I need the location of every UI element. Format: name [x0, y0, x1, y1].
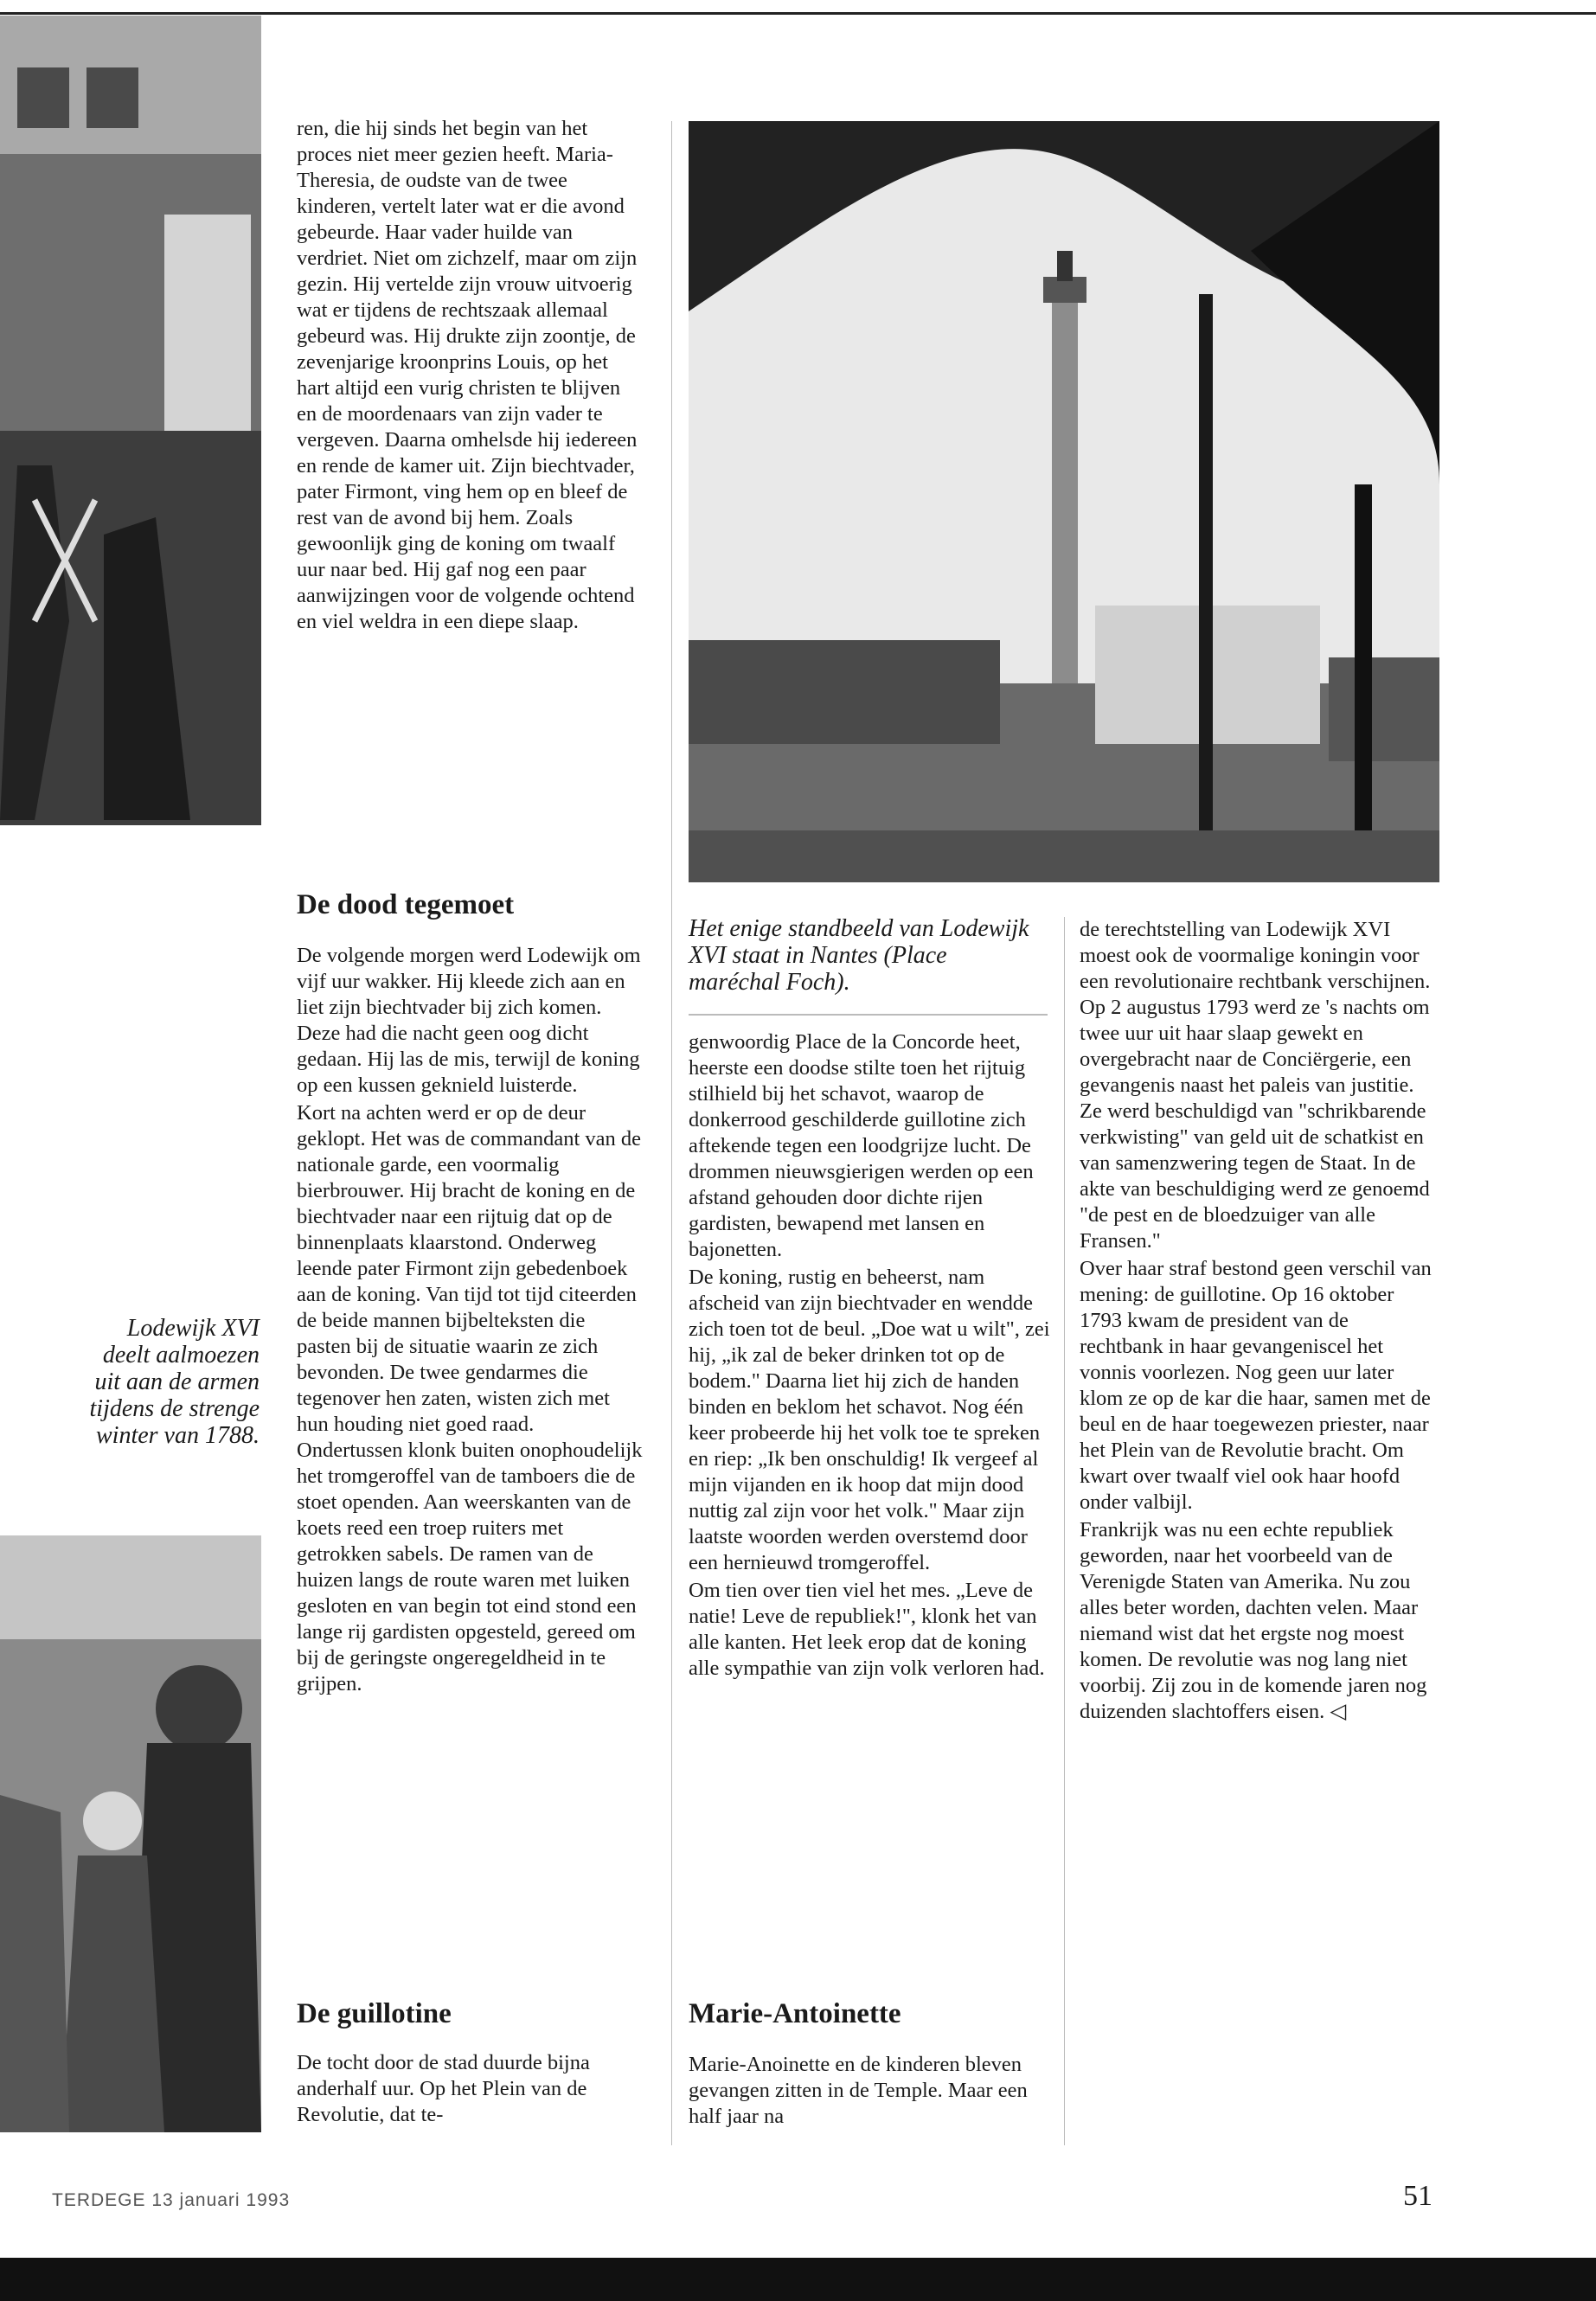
heading-de-guillotine: De guillotine: [297, 1998, 452, 2029]
paragraph: De tocht door de stad duurde bijna anderhalf uur. Op het Plein van de Revolutie, dat te-: [297, 2051, 590, 2126]
paragraph: Kort na achten werd er op de deur geklopt. Het was de commandant van de nationale garde, een voormalig bierbrouwer. Hij bracht de koning en de biechtvader naar een rijtuig dat op de binnenplaats klaarstond. Onderweg leende pater Firmont zijn gebedenboek aan de koning. Van tijd tot tijd citeerden de beide mannen bijbelteksten die pasten bij de situatie waarin ze zich bevonden. De twee gendarmes die tegenover hen zaten, wisten zich met hun houding niet goed raad. Ondertussen klonk buiten onophoudelijk het tromgeroffel van de tamboers die de stoet openden. Aan weerskanten van de koets reed een troep ruiters met getrokken sabels. De ramen van de huizen langs de route waren met luiken gesloten en van begin tot eind stond een lange rij gardisten opgesteld, gereed om bij de geringste ongeregeldheid in te grijpen.: [297, 1101, 643, 1695]
bottom-band: [0, 2258, 1596, 2301]
column-1-text: ren, die hij sinds het begin van het proces niet meer gezien heeft. Maria-Theresia, de oudste van de twee kinderen, vertelt later wat er die avond gebeurde. Haar vader huilde van verdriet. Niet om zichzelf, maar om zijn gezin. Hij vertelde zijn vrouw uitvoerig wat er tijdens de rechtszaak allemaal gebeurd was. Hij drukte zijn zoontje, de zevenjarige kroonprins Louis, op het hart altijd een vurig christen te blijven en de moordenaars van zijn vader te vergeven. Daarna omhelsde hij iedereen en rende de kamer uit. Zijn biechtvader, pater Firmont, ving hem op en bleef de rest van de avond bij hem. Zoals gewoonlijk ging de koning om twaalf uur naar bed. Hij gaf nog een paar aanwijzingen voor de volgende ochtend en viel weldra in een diepe slaap.: [297, 117, 638, 633]
paragraph: de terechtstelling van Lodewijk XVI moest ook de voormalige koningin voor een revolutionaire rechtbank verschijnen. Op 2 augustus 1793 werd ze 's nachts om twee uur uit haar slaap gewekt en overgebracht naar de Conciërgerie, een gevangenis naast het paleis van justitie. Ze werd beschuldigd van "schrikbarende verkwisting" van geld uit de schatkist en van samenzwering tegen de Staat. In de akte van beschuldiging werd ze genoemd "de pest en de bloedzuiger van alle Fransen.": [1080, 918, 1431, 1253]
paragraph: Over haar straf bestond geen verschil van mening: de guillotine. Op 16 oktober 1793 kwam de president van de rechtbank in haar gevangeniscel het vonnis voorlezen. Nog geen uur later klom ze op de kar die haar, samen met de beul en de haar toegewezen priester, naar het Plein van de Revolutie bracht. Om kwart over twaalf viel ook haar hoofd onder valbijl.: [1080, 1257, 1432, 1514]
column-2: [689, 1029, 1052, 1683]
engraving-top-left: [0, 16, 261, 825]
heading-de-dood-tegemoet: De dood tegemoet: [297, 889, 515, 920]
column-divider: [671, 121, 672, 2145]
column-divider: [1064, 917, 1065, 2145]
column-1b: [297, 943, 643, 1699]
caption-photo: Het enige standbeeld van Lodewijk XVI staat in Nantes (Place maréchal Foch).: [689, 915, 1029, 996]
caption-rule: [689, 1014, 1048, 1016]
column-1: [297, 116, 643, 637]
paragraph: De volgende morgen werd Lodewijk om vijf uur wakker. Hij kleede zich aan en liet zijn biechtvader bij zich komen. Deze had die nacht geen oog dicht gedaan. Hij las de mis, terwijl de koning op een kussen geknield luisterde.: [297, 944, 641, 1097]
engraving-bottom-left: [0, 1535, 261, 2132]
paragraph: De koning, rustig en beheerst, nam afscheid van zijn biechtvader en wendde zich toen tot de beul. „Doe wat u wilt", zei hij, „ik zal de beker drinken tot op de bodem." Daarna liet hij zich de handen binden en beklom het schavot. Nog één keer probeerde hij het volk toe te spreken en riep: „Ik ben onschuldig! Ik vergeef al mijn vijanden en ik hoop dat mijn dood nuttig zal zijn voor het volk." Maar zijn laatste woorden werden overstemd door een hernieuwd tromgeroffel.: [689, 1266, 1050, 1574]
photo-statue-nantes: [689, 121, 1439, 882]
column-3: [1080, 917, 1434, 1727]
heading-marie-antoinette: Marie-Antoinette: [689, 1998, 901, 2029]
paragraph: Om tien over tien viel het mes. „Leve de natie! Leve de republiek!", klonk het van alle kanten. Het leek erop dat de koning alle sympathie van zijn volk verloren had.: [689, 1579, 1045, 1680]
column-2b: [689, 2052, 1052, 2131]
footer-issue: TERDEGE 13 januari 1993: [52, 2190, 291, 2210]
column-1c: [297, 2050, 643, 2130]
caption-left: Lodewijk XVI deelt aalmoezen uit aan de armen tijdens de strenge winter van 1788.: [89, 1315, 260, 1449]
paragraph: Marie-Anoinette en de kinderen bleven gevangen zitten in de Temple. Maar een half jaar na: [689, 2053, 1028, 2128]
top-rule: [0, 12, 1596, 15]
page-number: 51: [1403, 2180, 1433, 2212]
paragraph: Frankrijk was nu een echte republiek geworden, naar het voorbeeld van de Verenigde Staten van Amerika. Nu zou alles beter worden, dachten velen. Maar niemand wist dat het ergste nog moest komen. De revolutie was nog lang niet voorbij. Zij zou in de komende jaren nog duizenden slachtoffers eisen. ◁: [1080, 1518, 1427, 1723]
paragraph: genwoordig Place de la Concorde heet, heerste een doodse stilte toen het rijtuig stilhield bij het schavot, waarop de donkerrood geschilderde guillotine zich aftekende tegen een loodgrijze lucht. De drommen nieuwsgierigen werden op een afstand gehouden door dichte rijen gardisten, bewapend met lansen en bajonetten.: [689, 1030, 1034, 1261]
